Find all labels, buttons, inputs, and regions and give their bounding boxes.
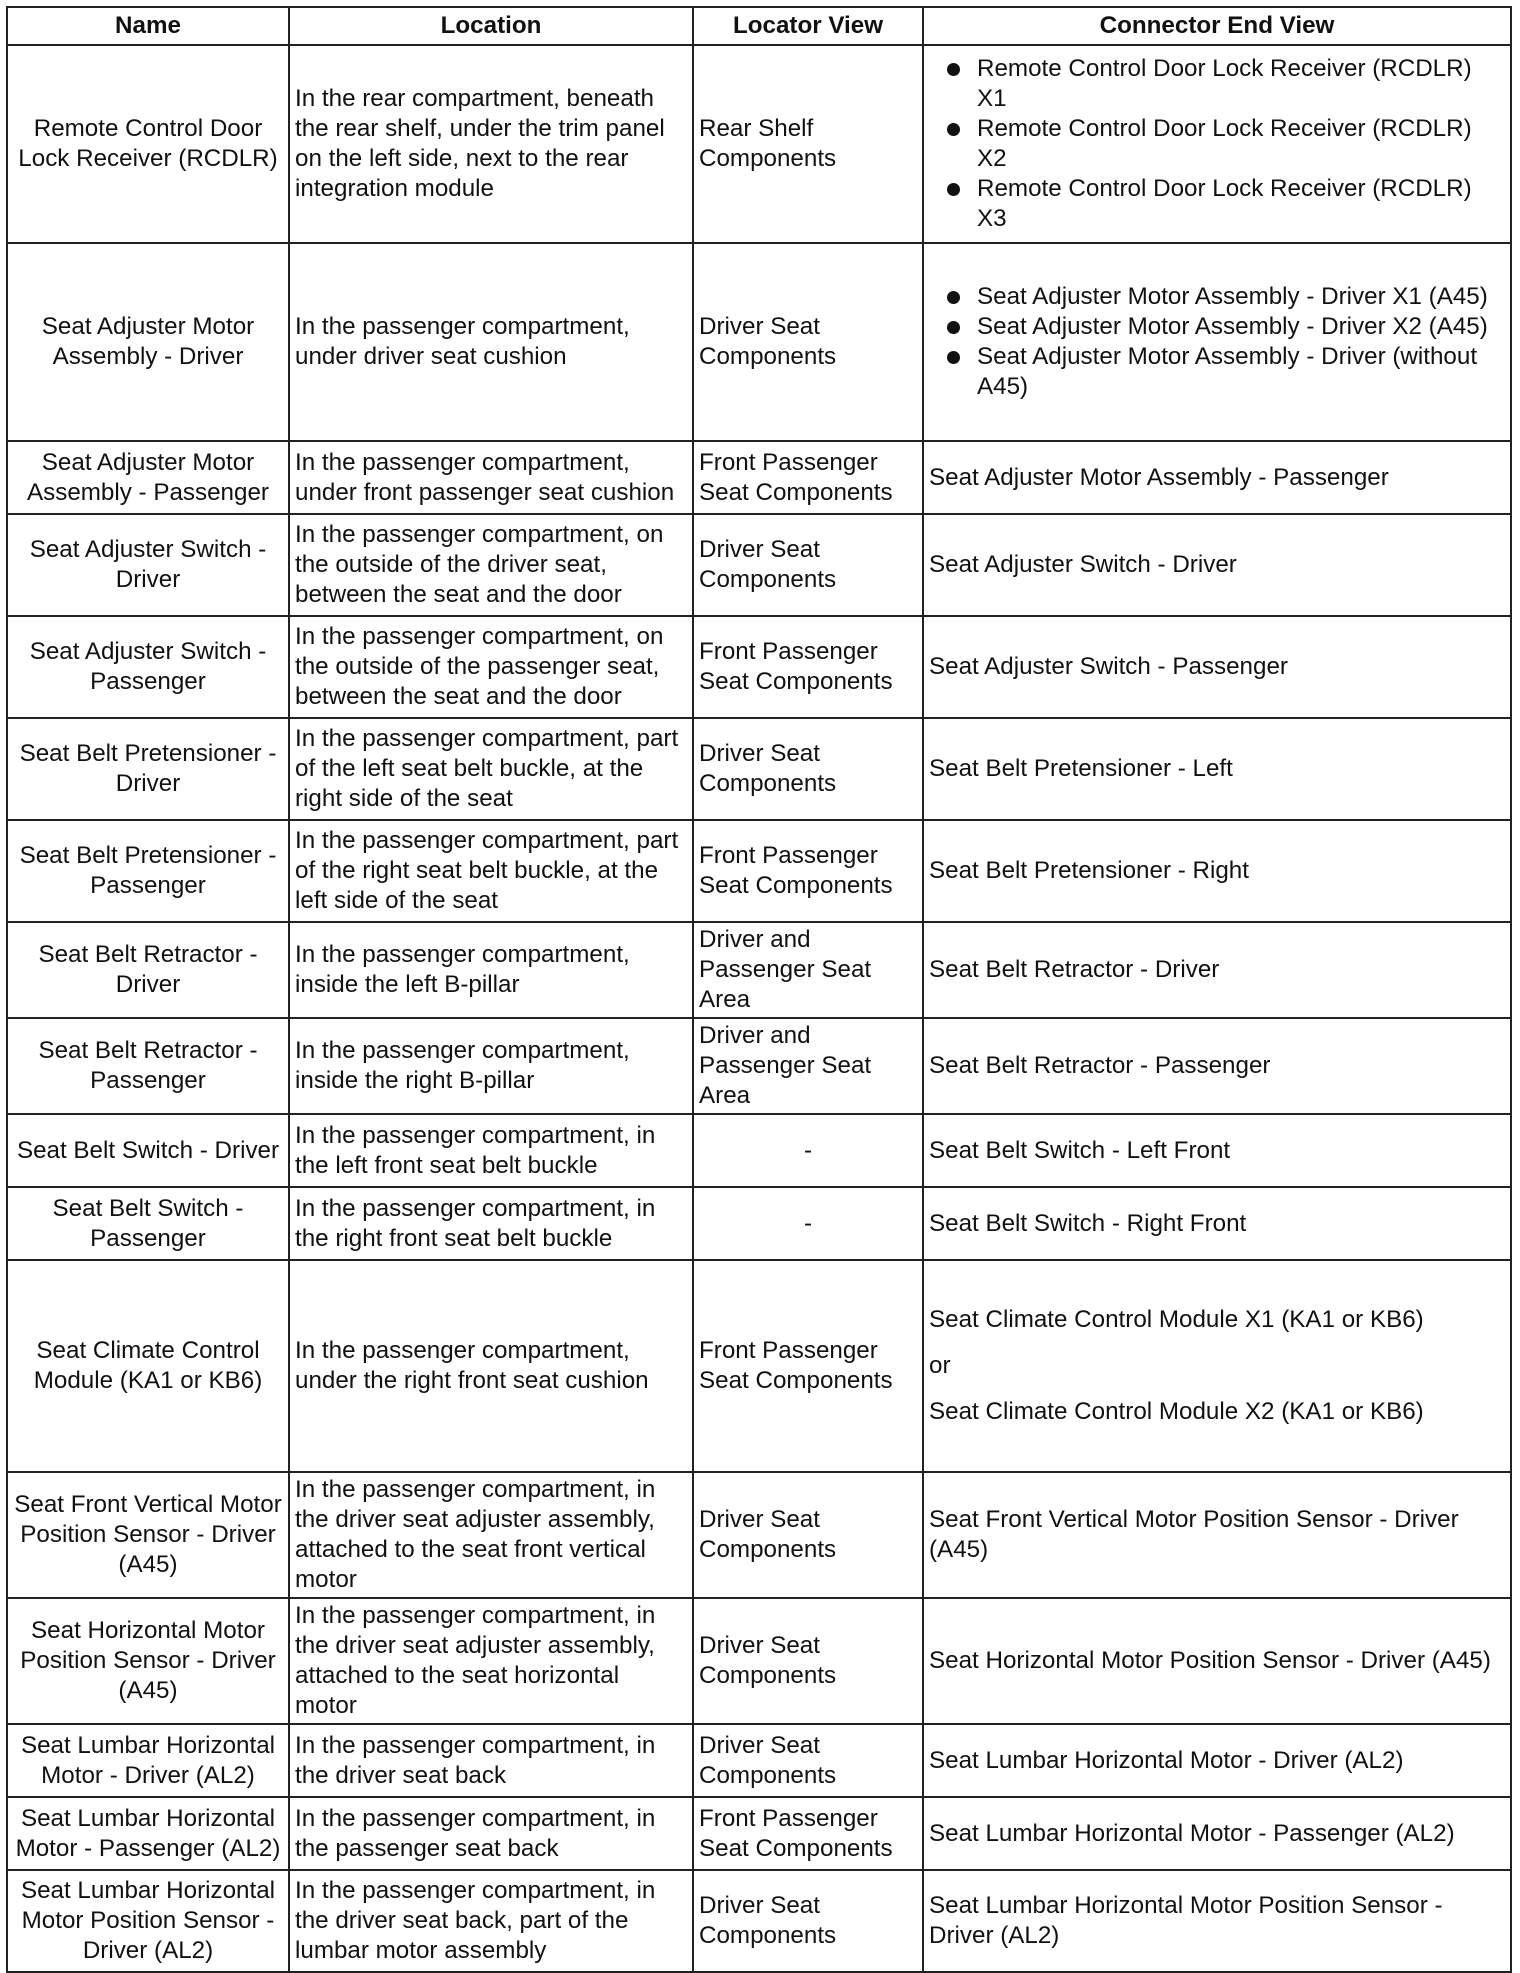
cell-location: In the passenger compartment, part of the left seat belt buckle, at the right side of the seat xyxy=(289,718,693,820)
header-name: Name xyxy=(7,7,289,45)
cell-locator-view[interactable]: Front Passenger Seat Components xyxy=(693,820,923,922)
cell-locator-view[interactable]: Driver Seat Components xyxy=(693,1472,923,1598)
cell-name: Seat Climate Control Module (KA1 or KB6) xyxy=(7,1260,289,1472)
header-connector-end-view: Connector End View xyxy=(923,7,1511,45)
cell-name: Seat Belt Switch - Passenger xyxy=(7,1187,289,1260)
cell-location: In the passenger compartment, in the right front seat belt buckle xyxy=(289,1187,693,1260)
table-row xyxy=(7,514,1511,616)
cell-name: Seat Belt Retractor - Driver xyxy=(7,922,289,1018)
table-row xyxy=(7,45,1511,243)
cell-name: Seat Lumbar Horizontal Motor - Driver (AL2) xyxy=(7,1724,289,1797)
cell-connector-end-view[interactable]: Seat Belt Pretensioner - Right xyxy=(923,820,1511,922)
cell-connector-end-view[interactable]: Seat Belt Pretensioner - Left xyxy=(923,718,1511,820)
table-row xyxy=(7,441,1511,514)
cell-location: In the passenger compartment, inside the left B-pillar xyxy=(289,922,693,1018)
cell-connector-end-view[interactable]: Seat Lumbar Horizontal Motor Position Sensor - Driver (AL2) xyxy=(923,1870,1511,1972)
cell-locator-view[interactable]: Driver and Passenger Seat Area xyxy=(693,1018,923,1114)
cell-locator-view: - xyxy=(693,1187,923,1260)
table-row xyxy=(7,1260,1511,1472)
table-row xyxy=(7,1018,1511,1114)
cell-location: In the passenger compartment, in the left front seat belt buckle xyxy=(289,1114,693,1187)
cell-location: In the passenger compartment, under front passenger seat cushion xyxy=(289,441,693,514)
cell-connector-end-view[interactable]: Seat Belt Switch - Right Front xyxy=(923,1187,1511,1260)
table-row xyxy=(7,1187,1511,1260)
connector-link[interactable]: Seat Adjuster Motor Assembly - Driver X2 (A45) xyxy=(947,312,1505,342)
cell-locator-view[interactable]: Driver Seat Components xyxy=(693,243,923,441)
cell-locator-view[interactable]: Driver Seat Components xyxy=(693,1724,923,1797)
cell-location: In the passenger compartment, in the driver seat adjuster assembly, attached to the seat horizontal motor xyxy=(289,1598,693,1724)
connector-link[interactable]: Seat Climate Control Module X1 (KA1 or KB6) xyxy=(929,1306,1424,1333)
cell-locator-view[interactable]: Driver Seat Components xyxy=(693,514,923,616)
cell-locator-view[interactable]: Driver and Passenger Seat Area xyxy=(693,922,923,1018)
cell-locator-view: - xyxy=(693,1114,923,1187)
table-row xyxy=(7,1724,1511,1797)
cell-name: Seat Adjuster Switch - Passenger xyxy=(7,616,289,718)
cell-location: In the rear compartment, beneath the rear shelf, under the trim panel on the left side, next to the rear integration module xyxy=(289,45,693,243)
header-row xyxy=(7,7,1511,45)
table-row xyxy=(7,616,1511,718)
cell-name: Seat Belt Switch - Driver xyxy=(7,1114,289,1187)
cell-connector-end-view xyxy=(923,1260,1511,1472)
table-row xyxy=(7,1797,1511,1870)
table-row xyxy=(7,243,1511,441)
cell-location: In the passenger compartment, in the driver seat adjuster assembly, attached to the seat front vertical motor xyxy=(289,1472,693,1598)
cell-connector-end-view[interactable]: Seat Lumbar Horizontal Motor - Passenger (AL2) xyxy=(923,1797,1511,1870)
cell-location: In the passenger compartment, on the outside of the driver seat, between the seat and the door xyxy=(289,514,693,616)
cell-name: Seat Adjuster Motor Assembly - Passenger xyxy=(7,441,289,514)
table-row xyxy=(7,1472,1511,1598)
cell-name: Seat Adjuster Switch - Driver xyxy=(7,514,289,616)
cell-name: Remote Control Door Lock Receiver (RCDLR) xyxy=(7,45,289,243)
component-locator-table-wrapper xyxy=(6,6,1510,1973)
cell-location: In the passenger compartment, on the outside of the passenger seat, between the seat and the door xyxy=(289,616,693,718)
cell-name: Seat Lumbar Horizontal Motor Position Sensor - Driver (AL2) xyxy=(7,1870,289,1972)
connector-or-text: or xyxy=(929,1352,951,1379)
table-row xyxy=(7,820,1511,922)
cell-connector-end-view[interactable]: Seat Belt Switch - Left Front xyxy=(923,1114,1511,1187)
cell-connector-end-view[interactable]: Seat Belt Retractor - Passenger xyxy=(923,1018,1511,1114)
connector-list xyxy=(929,54,1505,234)
cell-location: In the passenger compartment, in the driver seat back xyxy=(289,1724,693,1797)
cell-location: In the passenger compartment, under driver seat cushion xyxy=(289,243,693,441)
cell-name: Seat Front Vertical Motor Position Sensor - Driver (A45) xyxy=(7,1472,289,1598)
cell-name: Seat Horizontal Motor Position Sensor - Driver (A45) xyxy=(7,1598,289,1724)
cell-locator-view[interactable]: Front Passenger Seat Components xyxy=(693,1797,923,1870)
cell-locator-view[interactable]: Front Passenger Seat Components xyxy=(693,616,923,718)
connector-link[interactable]: Remote Control Door Lock Receiver (RCDLR) X2 xyxy=(947,114,1505,174)
connector-link[interactable]: Remote Control Door Lock Receiver (RCDLR) X1 xyxy=(947,54,1505,114)
cell-name: Seat Belt Pretensioner - Passenger xyxy=(7,820,289,922)
table-row xyxy=(7,922,1511,1018)
header-location: Location xyxy=(289,7,693,45)
cell-name: Seat Belt Pretensioner - Driver xyxy=(7,718,289,820)
cell-location: In the passenger compartment, part of the right seat belt buckle, at the left side of the seat xyxy=(289,820,693,922)
cell-name: Seat Lumbar Horizontal Motor - Passenger (AL2) xyxy=(7,1797,289,1870)
table-row xyxy=(7,1114,1511,1187)
connector-link[interactable]: Seat Adjuster Motor Assembly - Driver X1 (A45) xyxy=(947,282,1505,312)
connector-link[interactable]: Remote Control Door Lock Receiver (RCDLR) X3 xyxy=(947,174,1505,234)
table-row xyxy=(7,718,1511,820)
component-locator-table xyxy=(6,6,1512,1973)
cell-connector-end-view[interactable]: Seat Adjuster Switch - Passenger xyxy=(923,616,1511,718)
cell-connector-end-view[interactable]: Seat Front Vertical Motor Position Sensor - Driver (A45) xyxy=(923,1472,1511,1598)
cell-locator-view[interactable]: Front Passenger Seat Components xyxy=(693,441,923,514)
connector-link[interactable]: Seat Adjuster Motor Assembly - Driver (without A45) xyxy=(947,342,1505,402)
cell-locator-view[interactable]: Front Passenger Seat Components xyxy=(693,1260,923,1472)
cell-connector-end-view[interactable]: Seat Belt Retractor - Driver xyxy=(923,922,1511,1018)
cell-connector-end-view[interactable]: Seat Lumbar Horizontal Motor - Driver (AL2) xyxy=(923,1724,1511,1797)
cell-connector-end-view xyxy=(923,243,1511,441)
cell-locator-view[interactable]: Driver Seat Components xyxy=(693,1598,923,1724)
cell-locator-view[interactable]: Driver Seat Components xyxy=(693,718,923,820)
cell-name: Seat Adjuster Motor Assembly - Driver xyxy=(7,243,289,441)
cell-connector-end-view[interactable]: Seat Adjuster Motor Assembly - Passenger xyxy=(923,441,1511,514)
table-row xyxy=(7,1870,1511,1972)
header-locator-view: Locator View xyxy=(693,7,923,45)
cell-location: In the passenger compartment, in the passenger seat back xyxy=(289,1797,693,1870)
cell-connector-end-view[interactable]: Seat Adjuster Switch - Driver xyxy=(923,514,1511,616)
cell-connector-end-view[interactable]: Seat Horizontal Motor Position Sensor - Driver (A45) xyxy=(923,1598,1511,1724)
cell-location: In the passenger compartment, under the right front seat cushion xyxy=(289,1260,693,1472)
connector-link[interactable]: Seat Climate Control Module X2 (KA1 or KB6) xyxy=(929,1398,1424,1425)
cell-name: Seat Belt Retractor - Passenger xyxy=(7,1018,289,1114)
cell-locator-view[interactable]: Rear Shelf Components xyxy=(693,45,923,243)
cell-location: In the passenger compartment, in the driver seat back, part of the lumbar motor assembly xyxy=(289,1870,693,1972)
cell-location: In the passenger compartment, inside the right B-pillar xyxy=(289,1018,693,1114)
cell-connector-end-view xyxy=(923,45,1511,243)
cell-locator-view[interactable]: Driver Seat Components xyxy=(693,1870,923,1972)
table-row xyxy=(7,1598,1511,1724)
connector-list xyxy=(929,282,1505,402)
